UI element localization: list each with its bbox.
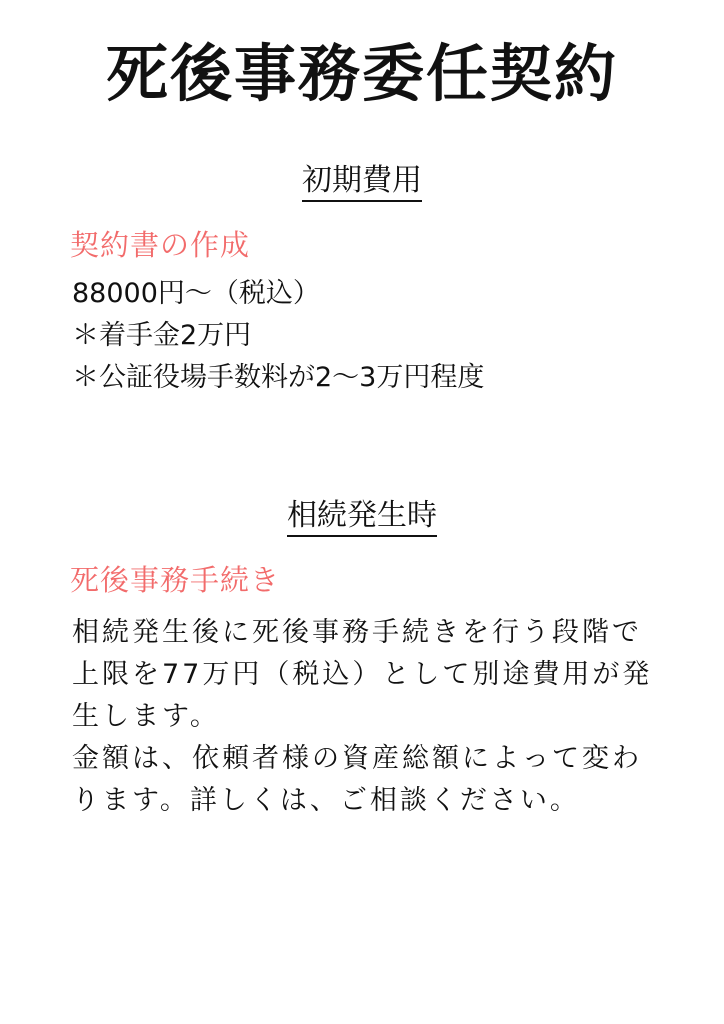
paragraph-line: 金額は、依頼者様の資産総額によって変わ <box>72 743 642 774</box>
section-heading-inheritance-text: 相続発生時 <box>287 498 437 537</box>
note-retainer-fee: ＊着手金2万円 <box>72 320 252 351</box>
paragraph-line: 上限を77万円（税込）として別途費用が発 <box>72 659 653 690</box>
posthumous-procedures-heading: 死後事務手続き <box>70 563 281 597</box>
contract-price: 88000円～（税込） <box>72 278 320 309</box>
section-heading-initial-cost-text: 初期費用 <box>302 163 422 202</box>
paragraph-line: ります。詳しくは、ご相談ください。 <box>72 785 580 816</box>
note-notary-fee: ＊公証役場手数料が2～3万円程度 <box>72 362 485 393</box>
paragraph-line: 生します。 <box>72 701 220 732</box>
section-heading-initial-cost <box>0 161 724 201</box>
contract-creation-heading: 契約書の作成 <box>70 228 251 262</box>
paragraph-line: 相続発生後に死後事務手続きを行う段階で <box>72 617 642 648</box>
page-title: 死後事務委任契約 <box>105 37 618 110</box>
section-heading-inheritance <box>0 496 724 536</box>
